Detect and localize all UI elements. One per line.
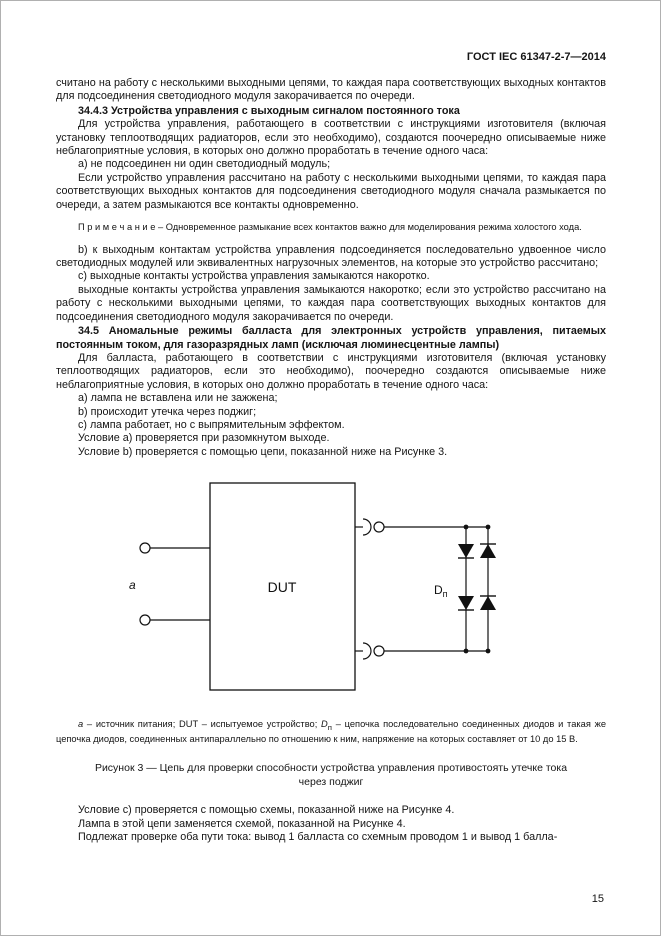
- connector-pin-bottom: [374, 646, 384, 656]
- junction-dot: [464, 525, 469, 530]
- dut-label: DUT: [267, 579, 297, 596]
- figure-legend: а – источник питания; DUT – испытуемое устройство; $D_п$ – цепочка последовательно соединенных диодов и такая же цепочка диодов, соединенных антипараллельно по отношению к ним, напряжение на которых составляет от 10 до 15 В.: [56, 719, 606, 744]
- diode-icon: [480, 544, 496, 558]
- source-terminal-top: [140, 543, 150, 553]
- note-paragraph: П р и м е ч а н и е – Одновременное размыкание всех контактов важно для моделирования режима холостого хода.: [78, 222, 582, 233]
- diode-icon: [458, 544, 474, 558]
- list-item-a: а) не подсоединен ни один светодиодный модуль;: [78, 158, 331, 171]
- list-item-a2: а) лампа не вставлена или не зажжена;: [78, 392, 278, 405]
- paragraph-continuation: считано на работу с несколькими выходными цепями, то каждая пара соответствующих выходных контактов для подсоединения светодиодного модуля закорачивается по очереди.: [56, 77, 606, 103]
- figure-3-diagram: [98, 474, 606, 705]
- paragraph-condition-b: Условие b) проверяется с помощью цепи, показанной ниже на Рисунке 3.: [78, 445, 448, 458]
- list-item-b: b) к выходным контактам устройства управления подсоединяется последовательно удвоенное число светодиодных модулей или эквивалентных нагрузочных элементов, на которые это устройство рассчитано;: [56, 243, 606, 270]
- diode-chain-label: $D_п$: [434, 583, 448, 600]
- circuit-diagram-svg: [98, 474, 518, 700]
- junction-dot: [486, 525, 491, 530]
- figure-caption: Рисунок 3 — Цепь для проверки способности устройства управления противостоять утечке тока через поджиг: [94, 762, 568, 788]
- doc-code-header: ГОСТ IEC 61347-2-7—2014: [466, 51, 606, 63]
- connector-socket-icon: [363, 519, 371, 535]
- paragraph-condition-c: Условие с) проверяется с помощью схемы, показанной ниже на Рисунке 4.: [78, 804, 455, 817]
- diode-icon: [480, 596, 496, 610]
- page-number: 15: [591, 893, 604, 905]
- connector-socket-icon: [363, 643, 371, 659]
- junction-dot: [464, 649, 469, 654]
- paragraph-lamp-replaced: Лампа в этой цепи заменяется схемой, показанной на Рисунке 4.: [78, 817, 406, 830]
- list-item-b2: b) происходит утечка через поджиг;: [78, 405, 257, 418]
- source-terminal-bottom: [140, 615, 150, 625]
- legend-source-symbol: а: [78, 719, 84, 730]
- paragraph-multi-outputs: Если устройство управления рассчитано на работу с несколькими выходными цепями, то каждая пара соответствующих выходных контактов для подсоединения светодиодного модуля сначала размыкается по очереди, а затем размыкаются все контакты одновременно.: [56, 171, 606, 211]
- heading-34-5: 34.5 Аномальные режимы балласта для электронных устройств управления, питаемых постоянным током, для газоразрядных ламп (исключая люминесцентные лампы): [56, 325, 606, 351]
- heading-34-4-3: 34.4.3 Устройства управления с выходным сигналом постоянного тока: [78, 104, 460, 117]
- list-item-c2: с) лампа работает, но с выпрямительным эффектом.: [78, 418, 345, 431]
- junction-dot: [486, 649, 491, 654]
- source-label: а: [129, 578, 136, 593]
- connector-pin-top: [374, 522, 384, 532]
- paragraph-condition-a: Условие а) проверяется при разомкнутом выходе.: [78, 432, 330, 445]
- paragraph-short-circuit: выходные контакты устройства управления замыкаются накоротко; если это устройство рассчитано на работу с несколькими выходными цепями, то каждая пара соответствующих выходных контактов для подсоединения светодиодного модуля закорачивается по очереди.: [56, 283, 606, 323]
- legend-diode-symbol: D: [321, 719, 328, 730]
- list-item-c: с) выходные контакты устройства управления замыкаются накоротко.: [78, 270, 430, 283]
- paragraph-3443-intro: Для устройства управления, работающего в соответствии с инструкциями изготовителя (включая установку теплоотводящих радиаторов, если это необходимо), создаются поочередно описываемые ниже неблагоприятные условия, в которых оно должно проработать в течение одного часа:: [56, 118, 606, 158]
- paragraph-345-intro: Для балласта, работающего в соответствии с инструкциями изготовителя (включая установку теплоотводящих радиаторов, если это необходимо), поочередно создаются описываемые ниже неблагоприятные условия, в которых оно должно проработать в течение одного часа:: [56, 351, 606, 391]
- paragraph-check-paths: Подлежат проверке оба пути тока: вывод 1 балласта со схемным проводом 1 и вывод 1 балла-: [78, 831, 558, 844]
- diode-icon: [458, 596, 474, 610]
